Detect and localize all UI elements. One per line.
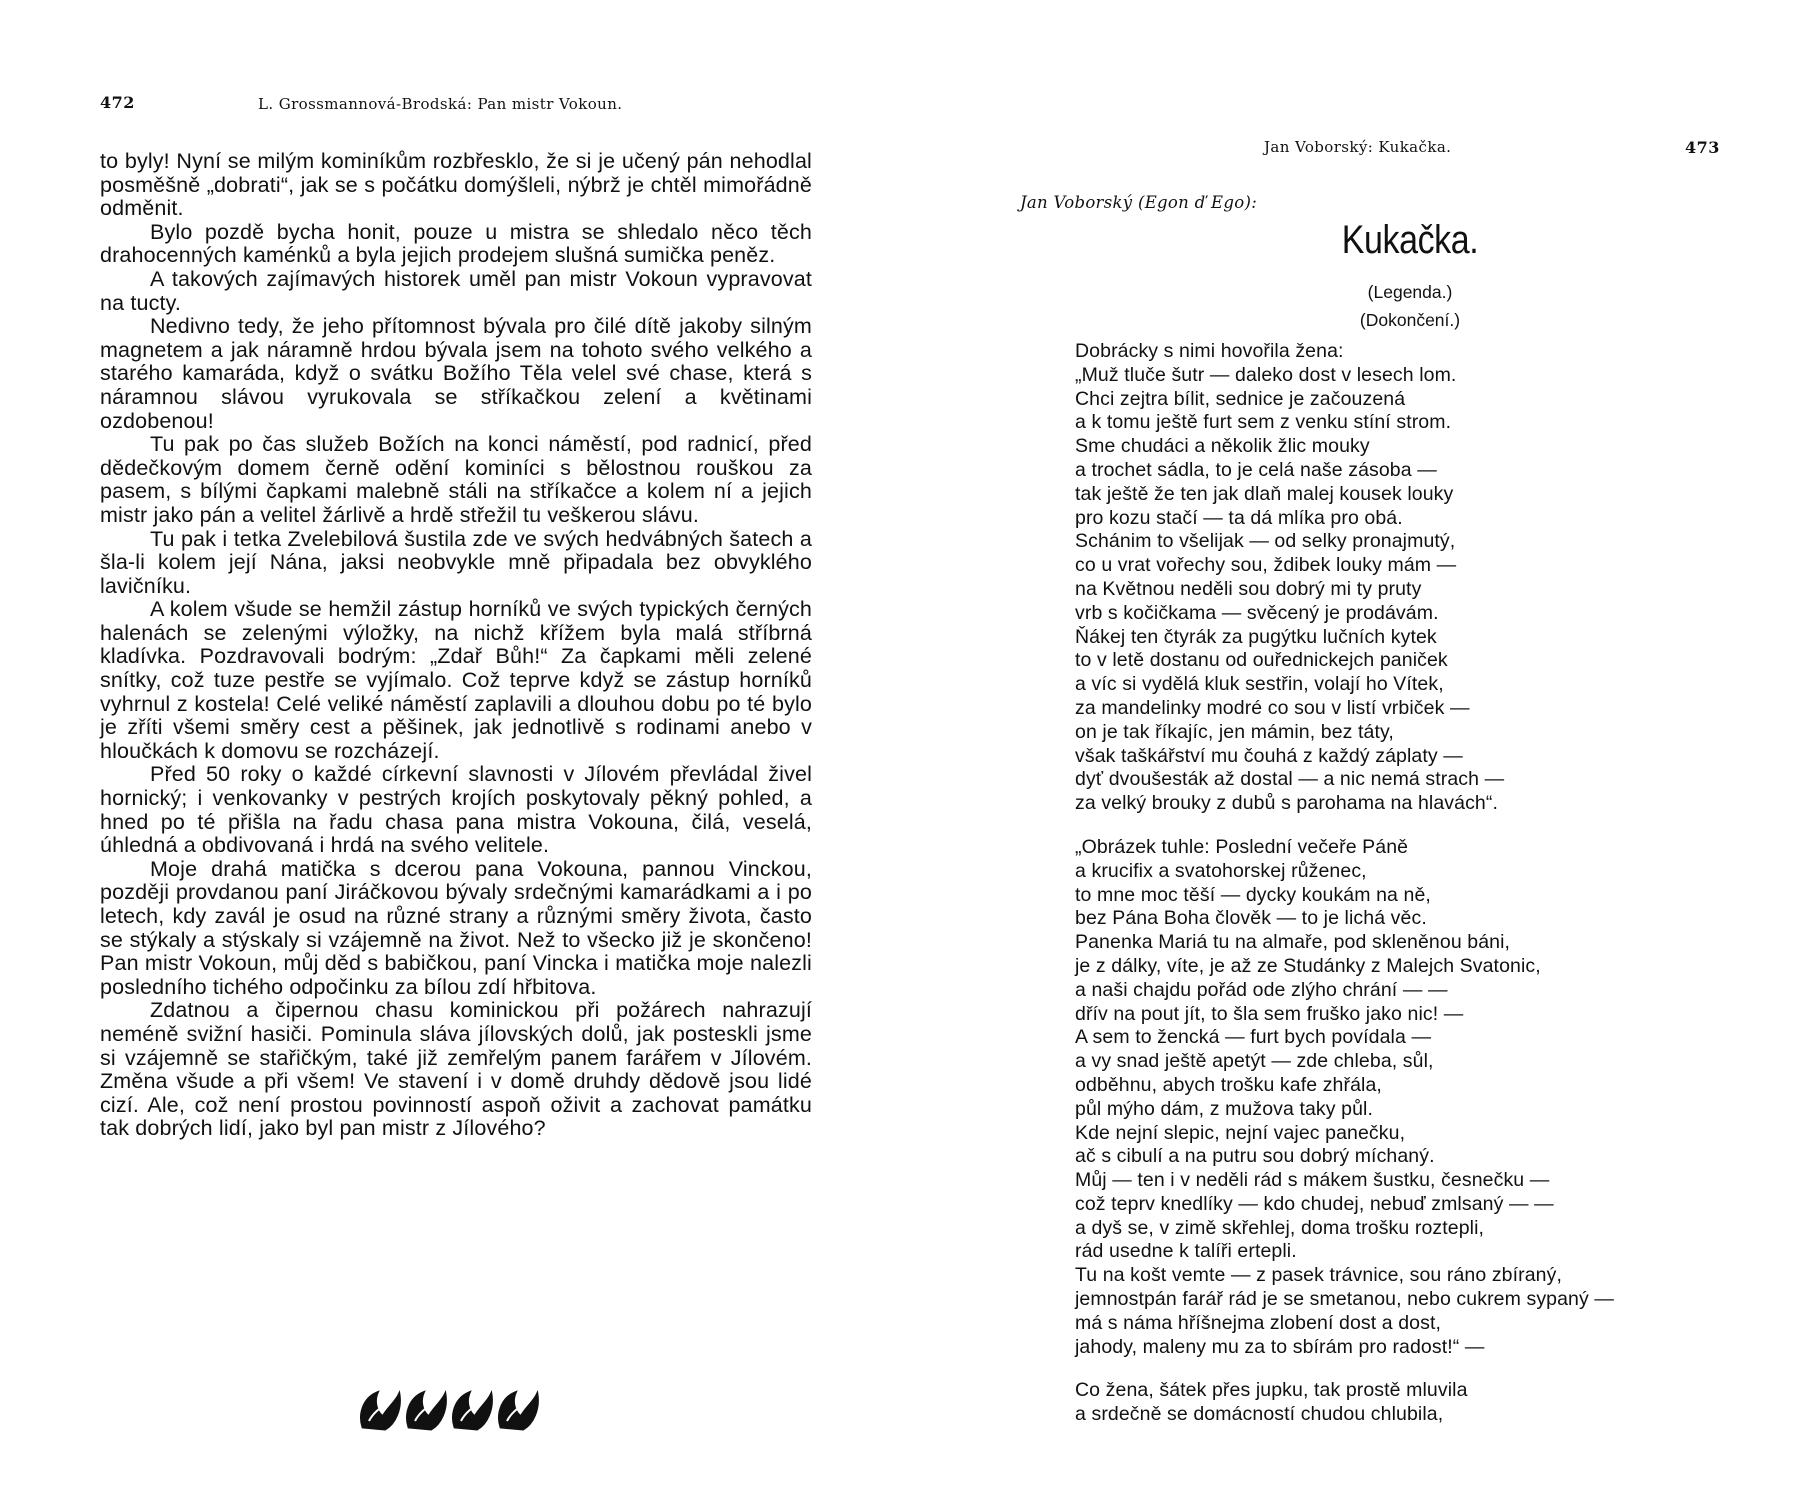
verse-line: vrb s kočičkama — svěcený je prodávám. — [1075, 601, 1439, 624]
verse-line: Kde nejní slepic, nejní vajec panečku, — [1075, 1121, 1406, 1144]
poem-status: (Dokončení.) — [1359, 310, 1461, 330]
verse-line: je z dálky, víte, je až ze Studánky z Malejch Svatonic, — [1075, 954, 1541, 977]
poem-body — [1075, 340, 1735, 1427]
verse-line: a k tomu ještě furt sem z venku stíní strom. — [1075, 411, 1452, 434]
verse-line: „Muž tluče šutr — daleko dost v lesech lom. — [1075, 363, 1457, 386]
tulip-ornament-icon — [500, 1393, 538, 1429]
verse-line: A sem to žencká — furt bych povídala — — [1075, 1026, 1432, 1049]
verse-line: však taškářství mu čouhá z každý záplaty — — [1075, 744, 1463, 767]
left-page — [100, 0, 820, 1500]
prose-paragraph: A kolem všude se hemžil zástup horníků ve svých typických černých halenách se zelenými výložky, na nichž křížem byla malá stříbrná kladívka. Pozdravovali bodrým: „Zdař Bůh!“ Za čapkami měli zelené snítky, což tuze pestře se vyjímalo. Což teprve když se zástup horníků vyhrnul z kostela! Celé veliké náměstí zaplavili a dlouhou dobu po té bylo je zříti všemi směry cest a pěšinek, jak jednotlivě s rodinami anebo v hloučkách k domovu se rozcházejí. — [100, 597, 812, 763]
verse-line: a trochet sádla, to je celá naše zásoba — — [1075, 458, 1437, 481]
verse-line: na Květnou neděli sou dobrý mi ty pruty — [1075, 577, 1422, 600]
verse-line: jemnostpán farář rád je se smetanou, nebo cukrem sypaný — — [1075, 1288, 1614, 1311]
verse-line: „Obrázek tuhle: Poslední večeře Páně — [1075, 835, 1409, 858]
verse-line: dyť dvoušesták až dostal — a nic nemá strach — — [1075, 768, 1505, 791]
tulip-ornament-icon — [454, 1393, 492, 1429]
prose-paragraph: Nedivno tedy, že jeho přítomnost bývala pro čilé dítě jakoby silným magnetem a jak náramně hrdou bývala jsem na tohoto svého velkého a starého kamaráda, když o svátku Božího Těla velel své chase, která s náramnou slávou vyrukovala se stříkačkou zelení a květinami ozdobenou! — [100, 314, 812, 433]
verse-line: co u vrat vořechy sou, ždibek louky mám — — [1075, 554, 1457, 577]
verse-line: odběhnu, abych trošku kafe zhřála, — [1075, 1073, 1382, 1096]
verse-line: a naši chajdu pořád ode zlýho chrání — — — [1075, 978, 1448, 1001]
stanza-3 — [1075, 1379, 1735, 1427]
verse-line: Ňákej ten čtyrák za pugýtku lučních kytek — [1075, 625, 1437, 648]
prose-paragraph: Před 50 roky o každé církevní slavnosti v Jílovém převládal živel hornický; i venkovanky v pestrých krojích poskytovaly pěkný pohled, a hned po té přišla na řadu chasa pana mistra Vokouna, čilá, veselá, úhledná a obdivovaná i hrdá na svého velitele. — [100, 762, 812, 858]
prose-paragraph: Zdatnou a čipernou chasu kominickou při požárech nahrazují neméně svižní hasiči. Pominula sláva jílovských dolů, jak posteskli jsme si vzájemně se stařičkým, také již zemřelým panem farářem v Jílovém. Změna všude a při všem! Ve stavení i v domě druhdy dědově jsou lidé cizí. Ale, což není prostou povinností aspoň oživit a zachovat památku tak dobrých lidí, jako byl pan mistr z Jílového? — [100, 998, 812, 1141]
prose-paragraph: Bylo pozdě bycha honit, pouze u mistra se shledalo něco těch drahocenných kaménků a byla jejich prodejem slušná sumička peněz. — [100, 219, 812, 268]
left-running-header: L. Grossmannová-Brodská: Pan mistr Vokoun. — [258, 95, 623, 113]
prose-paragraph: to byly! Nyní se milým kominíkům rozbřesklo, že si je učený pán nehodlal posměšně „dobrati“, jak se s počátku domýšleli, nýbrž je chtěl mimořádně odměnit. — [100, 149, 812, 221]
verse-line: a srdečně se domácností chudou chlubila, — [1075, 1403, 1444, 1426]
stanza-1 — [1075, 340, 1735, 816]
verse-line: Co žena, šátek přes jupku, tak prostě mluvila — [1075, 1379, 1468, 1402]
verse-line: což teprv knedlíky — kdo chudej, nebuď zmlsaný — — — [1075, 1192, 1554, 1215]
poem-title: Kukačka. — [1341, 218, 1479, 262]
right-running-header: Jan Voborský: Kukačka. — [1264, 138, 1452, 156]
prose-paragraph: Moje drahá matička s dcerou pana Vokouna, pannou Vinckou, později provdanou paní Jiráčkovou bývaly srdečnými kamarádkami a i po letech, kdy zavál je osud na různé strany a různými směry života, často se stýkaly a stýskaly si vzájemně na život. Než to všecko již je skončeno! Pan mistr Vokoun, můj děd s babičkou, paní Vincka i matička moje nalezli posledního tichého odpočinku za bílou zdí hřbitova. — [100, 856, 812, 999]
verse-line: za velký brouky z dubů s parohama na hlavách“. — [1075, 792, 1498, 815]
verse-line: dřív na pout jít, to šla sem fruško jako nic! — — [1075, 1002, 1464, 1025]
author-line: Jan Voborský (Egon ď Ego): — [1020, 193, 1258, 212]
verse-line: on je tak říkajíc, jen mámin, bez táty, — [1075, 720, 1394, 743]
verse-line: půl mýho dám, z mužova taky půl. — [1075, 1097, 1373, 1120]
stanza-2 — [1075, 836, 1735, 1360]
verse-line: ač s cibulí a na putru sou dobrý míchaný. — [1075, 1145, 1435, 1168]
verse-line: Panenka Mariá tu na almaře, pod skleněnou báni, — [1075, 931, 1511, 954]
prose-paragraph: Tu pak po čas služeb Božích na konci náměstí, pod radnicí, před dědečkovým domem černě odění kominíci s bělostnou rouškou za pasem, s bílými čapkami malebně stáli na stříkačce a kolem ní a jejich mistr jako pán a velitel žárlivě a hrdě střežil tu veškerou slávu. — [100, 432, 812, 527]
verse-line: a dyš se, v zimě skřehlej, doma trošku roztepli, — [1075, 1216, 1485, 1239]
verse-line: a krucifix a svatohorskej růženec, — [1075, 859, 1367, 882]
verse-line: má s náma hříšnejma zlobení dost a dost, — [1075, 1311, 1442, 1334]
verse-line: Schánim to všelijak — od selky pronajmutý, — [1075, 530, 1456, 553]
poem-subtitle: (Legenda.) — [1367, 282, 1453, 302]
tulip-ornament-icon — [408, 1393, 446, 1429]
verse-line: rád usedne k talíři ertepli. — [1075, 1240, 1297, 1263]
verse-line: Chci zejtra bílit, sednice je začouzená — [1075, 387, 1406, 410]
left-prose-body — [100, 150, 812, 1141]
verse-line: Tu na košt vemte — z pasek trávnice, sou ráno zbíraný, — [1075, 1264, 1562, 1287]
left-page-number: 472 — [100, 93, 135, 112]
verse-line: tak ještě že ten jak dlaň malej kousek louky — [1075, 482, 1454, 505]
verse-line: Sme chudáci a několik žlic mouky — [1075, 435, 1370, 458]
verse-line: to mne moc těší — dycky koukám na ně, — [1075, 883, 1431, 906]
right-page-number: 473 — [1685, 138, 1720, 157]
verse-line: bez Pána Boha člověk — to je lichá věc. — [1075, 907, 1427, 930]
verse-line: za mandelinky modré co sou v listí vrbiček — — [1075, 696, 1470, 719]
prose-paragraph: Tu pak i tetka Zvelebilová šustila zde ve svých hedvábných šatech a šla-li kolem její Nána, jaksi neobvykle mně připadala bez obvyklého lavičníku. — [100, 526, 812, 598]
verse-line: to v letě dostanu od ouřednickejch paniček — [1075, 649, 1448, 672]
verse-line: jahody, maleny mu za to sbírám pro radost!“ — — [1075, 1335, 1485, 1358]
verse-line: a víc si vydělá kluk sestřin, volají ho Vítek, — [1075, 673, 1444, 696]
verse-line: pro kozu stačí — ta dá mlíka pro obá. — [1075, 506, 1403, 529]
decorative-vignette-icon — [355, 1385, 545, 1435]
verse-line: Dobrácky s nimi hovořila žena: — [1075, 340, 1344, 362]
prose-paragraph: A takových zajímavých historek uměl pan mistr Vokoun vypravovat na tucty. — [100, 266, 812, 315]
right-page — [1000, 0, 1720, 1500]
verse-line: Můj — ten i v neděli rád s mákem šustku, česnečku — — [1075, 1169, 1550, 1192]
tulip-ornament-icon — [362, 1393, 400, 1429]
verse-line: a vy snad ještě apetýt — zde chleba, sůl, — [1075, 1050, 1434, 1073]
